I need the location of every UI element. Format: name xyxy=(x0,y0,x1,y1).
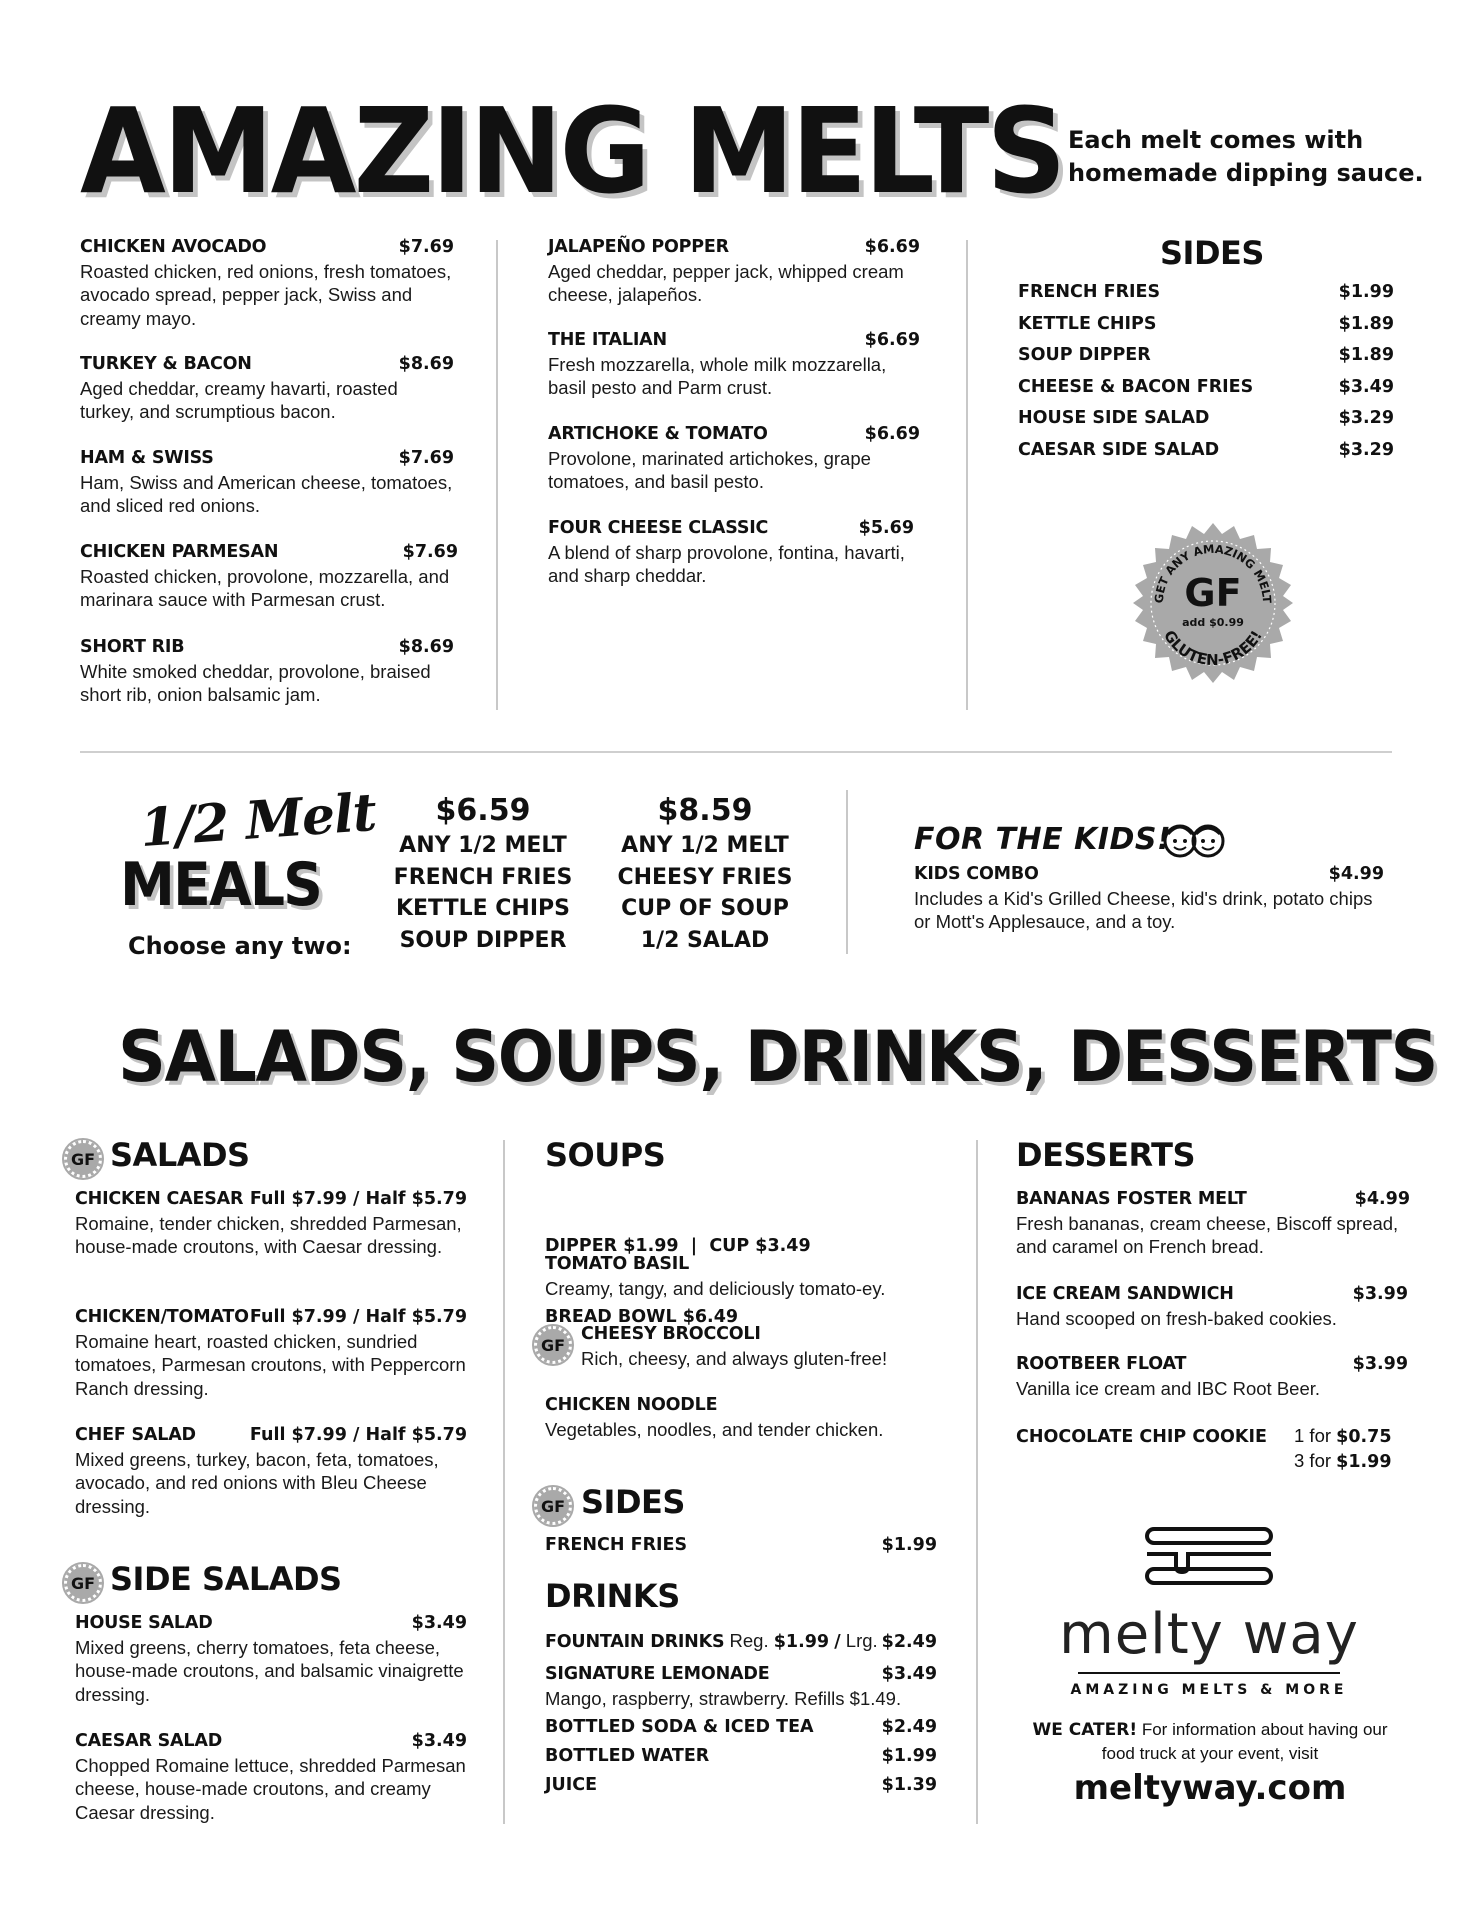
divider xyxy=(976,1140,978,1824)
logo-rule xyxy=(1078,1672,1340,1674)
gf-icon: GF xyxy=(534,1326,572,1364)
cookie-prices: 1 for $0.75 3 for $1.99 xyxy=(1294,1425,1392,1472)
cater-text: WE CATER! For information about having our food truck at your event, visit xyxy=(1032,1720,1388,1763)
sides-title: SIDES xyxy=(1160,234,1264,272)
kids-faces-icon xyxy=(1160,820,1230,865)
website-link[interactable]: meltyway.com xyxy=(1073,1768,1347,1808)
divider xyxy=(846,790,848,954)
list-item: FRENCH FRIES $1.99 xyxy=(545,1535,937,1555)
drinks-list xyxy=(545,1717,937,1804)
sandwich-icon xyxy=(1144,1526,1274,1591)
divider xyxy=(966,240,968,710)
list-item: FRENCH FRIES $1.99 xyxy=(1018,282,1394,302)
divider xyxy=(80,751,1392,753)
sides-list-2 xyxy=(545,1535,937,1567)
menu-item: CHICKEN CAESAR Full $7.99 / Half $5.79 Romaine, tender chicken, shredded Parmesan, house-made croutons, with Caesar dressing. xyxy=(75,1189,467,1257)
tagline: Each melt comes with homemade dipping sauce. xyxy=(1068,126,1424,187)
seal-gf-text: GF xyxy=(1184,571,1242,615)
menu-item: CHICKEN/TOMATO Full $7.99 / Half $5.79 Romaine heart, roasted chicken, sundried tomatoes, Parmesan croutons, with Peppercorn Ranch dressing. xyxy=(75,1307,467,1399)
list-item: BOTTLED WATER $1.99 xyxy=(545,1746,937,1766)
list-item: CHEESE & BACON FRIES $3.49 xyxy=(1018,376,1394,397)
gf-icon: GF xyxy=(534,1487,572,1525)
choose-label: Choose any two: xyxy=(128,932,352,960)
menu-item: CHICKEN AVOCADO $7.69 Roasted chicken, red onions, fresh tomatoes, avocado spread, pepper jack, Swiss and creamy mayo. xyxy=(80,237,454,329)
list-item: CAESAR SIDE SALAD $3.29 xyxy=(1018,439,1394,460)
menu-item: HOUSE SALAD $3.49 Mixed greens, cherry tomatoes, feta cheese, house-made croutons, and balsamic vinaigrette dressing. xyxy=(75,1613,467,1705)
list-item: JUICE $1.39 xyxy=(545,1775,937,1795)
soups-title: SOUPS xyxy=(545,1136,666,1174)
menu-item: TOMATO BASIL Creamy, tangy, and deliciously tomato-ey. xyxy=(545,1254,886,1299)
brand-logo: melty way xyxy=(1059,1602,1359,1667)
divider xyxy=(496,240,498,710)
menu-item: CHICKEN NOODLE Vegetables, noodles, and tender chicken. xyxy=(545,1395,884,1440)
menu-item: ARTICHOKE & TOMATO $6.69 Provolone, marinated artichokes, grape tomatoes, and basil pesto. xyxy=(548,424,920,492)
desserts-title: DESSERTS xyxy=(1016,1136,1196,1174)
menu-item: KIDS COMBO $4.99 Includes a Kid's Grilled Cheese, kid's drink, potato chips or Mott's Applesauce, and a toy. xyxy=(914,864,1384,932)
list-item: SOUP DIPPER $1.89 xyxy=(1018,345,1394,365)
svg-text:GET ANY AMAZING MELT: GET ANY AMAZING MELT xyxy=(1151,541,1275,604)
menu-item: SHORT RIB $8.69 White smoked cheddar, provolone, braised short rib, onion balsamic jam. xyxy=(80,637,454,705)
seal-add-text: add $0.99 xyxy=(1182,616,1244,629)
gf-icon: GF xyxy=(64,1564,102,1602)
divider xyxy=(503,1140,505,1824)
sides-title-2: SIDES xyxy=(581,1483,685,1521)
menu-item: SIGNATURE LEMONADE $3.49 Mango, raspberry, strawberry. Refills $1.49. xyxy=(545,1664,937,1709)
brand-tagline: AMAZING MELTS & MORE xyxy=(1070,1682,1348,1698)
kids-title: FOR THE KIDS! xyxy=(914,822,1172,857)
menu-item: FOUNTAIN DRINKS Reg. $1.99 / Lrg. $2.49 xyxy=(545,1630,937,1652)
menu-item: THE ITALIAN $6.69 Fresh mozzarella, whole milk mozzarella, basil pesto and Parm crust. xyxy=(548,330,920,398)
menu-item: BANANAS FOSTER MELT $4.99 Fresh bananas, cream cheese, Biscoff spread, and caramel on French bread. xyxy=(1016,1189,1410,1257)
list-item: BOTTLED SODA & ICED TEA $2.49 xyxy=(545,1717,937,1737)
soup-prices: DIPPER $1.99 | CUP $3.49 BREAD BOWL $6.49 xyxy=(545,1236,811,1327)
menu-item: HAM & SWISS $7.69 Ham, Swiss and American cheese, tomatoes, and sliced red onions. xyxy=(80,448,454,516)
svg-text:GLUTEN-FREE!: GLUTEN-FREE! xyxy=(1160,627,1266,670)
half-melt-script: 1/2 Melt xyxy=(138,781,378,860)
gluten-free-seal xyxy=(1130,520,1296,686)
list-item: KETTLE CHIPS $1.89 xyxy=(1018,313,1394,334)
gf-icon: GF xyxy=(64,1140,102,1178)
meal-option-2: $8.59 ANY 1/2 MELT CHEESY FRIES CUP OF SOUP 1/2 SALAD xyxy=(617,793,793,953)
menu-item: CHEF SALAD Full $7.99 / Half $5.79 Mixed greens, turkey, bacon, feta, tomatoes, avocado, and red onions with Bleu Cheese dressing. xyxy=(75,1425,467,1517)
side-salads-title: SIDE SALADS xyxy=(110,1560,342,1598)
salads-title: SALADS xyxy=(110,1136,250,1174)
menu-item: CAESAR SALAD $3.49 Chopped Romaine lettuce, shredded Parmesan cheese, house-made croutons, and creamy Caesar dressing. xyxy=(75,1731,467,1823)
menu-item: FOUR CHEESE CLASSIC $5.69 A blend of sharp provolone, fontina, havarti, and sharp cheddar. xyxy=(548,518,914,586)
menu-item: CHICKEN PARMESAN $7.69 Roasted chicken, provolone, mozzarella, and marinara sauce with Parmesan crust. xyxy=(80,542,458,610)
menu-item: CHEESY BROCCOLI Rich, cheesy, and always gluten-free! xyxy=(581,1324,888,1369)
menu-item: ROOTBEER FLOAT $3.99 Vanilla ice cream and IBC Root Beer. xyxy=(1016,1354,1408,1399)
meals-title: MEALS xyxy=(120,850,322,920)
section-title: SALADS, SOUPS, DRINKS, DESSERTS xyxy=(118,1016,1437,1098)
page-title: AMAZING MELTS xyxy=(80,82,1064,220)
meal-option-1: $6.59 ANY 1/2 MELT FRENCH FRIES KETTLE CHIPS SOUP DIPPER xyxy=(393,793,573,953)
cookie-item: CHOCOLATE CHIP COOKIE 1 for $0.75 3 for $1.99 xyxy=(1016,1425,1392,1472)
sides-list xyxy=(1018,282,1394,471)
drinks-title: DRINKS xyxy=(545,1577,680,1615)
menu-item: ICE CREAM SANDWICH $3.99 Hand scooped on fresh-baked cookies. xyxy=(1016,1284,1408,1329)
list-item: HOUSE SIDE SALAD $3.29 xyxy=(1018,408,1394,428)
menu-item: JALAPEÑO POPPER $6.69 Aged cheddar, pepper jack, whipped cream cheese, jalapeños. xyxy=(548,237,920,305)
menu-item: TURKEY & BACON $8.69 Aged cheddar, creamy havarti, roasted turkey, and scrumptious bacon. xyxy=(80,354,454,422)
